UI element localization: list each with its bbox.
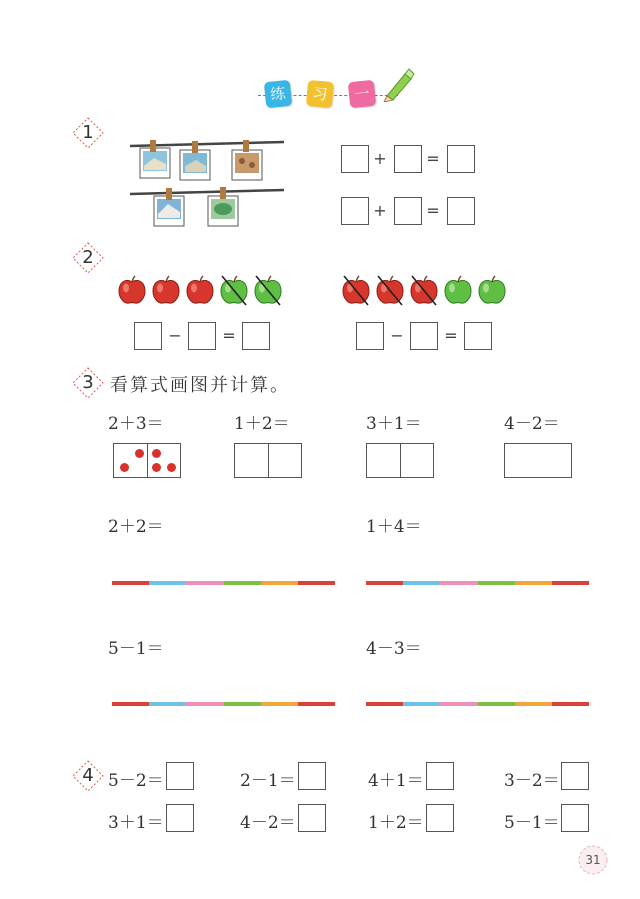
crossed-apple-icon [374,274,406,306]
apple-icon [476,274,508,306]
drawing-baseline [112,581,335,585]
answer-box[interactable] [166,804,194,832]
equals-sign: = [444,326,458,345]
expression: 4－2＝ [504,414,560,434]
photos-on-strings-illustration [128,136,288,236]
equals-sign: = [426,201,440,220]
dot [152,463,161,472]
section-number-1: 1 [72,117,104,149]
expression: 1＋2＝ [368,813,424,833]
answer-box[interactable] [447,145,475,173]
answer-box[interactable] [447,197,475,225]
answer-box[interactable] [410,322,438,350]
dot [135,449,144,458]
apple-icon [442,274,474,306]
expression: 4－2＝ [240,813,296,833]
apple-icon [150,274,182,306]
expression: 2－1＝ [240,771,296,791]
expression: 5－1＝ [108,639,164,659]
section-3-instruction: 看算式画图并计算。 [110,375,290,396]
plus-sign: + [373,201,387,220]
answer-box[interactable] [394,197,422,225]
pencil-icon [381,66,415,102]
answer-box[interactable] [426,804,454,832]
apple-icon [184,274,216,306]
drawing-baseline [366,581,589,585]
title-char-3: 一 [348,80,377,109]
drawing-frame[interactable] [504,443,572,478]
expression: 2＋3＝ [108,414,164,434]
section-number-2: 2 [72,242,104,274]
minus-sign: − [168,326,182,345]
apple-icon [116,274,148,306]
equals-sign: = [222,326,236,345]
answer-box[interactable] [298,804,326,832]
expression: 1＋2＝ [234,414,290,434]
answer-box[interactable] [561,804,589,832]
dot [120,463,129,472]
drawing-baseline [366,702,589,706]
answer-box[interactable] [134,322,162,350]
expression: 4＋1＝ [368,771,424,791]
page-number: 31 [576,843,610,877]
expression: 3＋1＝ [108,813,164,833]
equals-sign: = [426,149,440,168]
expression: 1＋4＝ [366,517,422,537]
crossed-apple-icon [218,274,250,306]
answer-box[interactable] [188,322,216,350]
answer-box[interactable] [464,322,492,350]
expression: 4－3＝ [366,639,422,659]
answer-box[interactable] [426,762,454,790]
answer-box[interactable] [561,762,589,790]
answer-box[interactable] [356,322,384,350]
minus-sign: − [390,326,404,345]
answer-box[interactable] [166,762,194,790]
drawing-frame[interactable] [234,443,302,478]
drawing-baseline [112,702,335,706]
dot [167,463,176,472]
crossed-apple-icon [340,274,372,306]
expression: 3＋1＝ [366,414,422,434]
plus-sign: + [373,149,387,168]
expression: 2＋2＝ [108,517,164,537]
dot [152,449,161,458]
section-number-3: 3 [72,367,104,399]
drawing-frame[interactable] [366,443,434,478]
expression: 5－1＝ [504,813,560,833]
title-char-1: 练 [264,80,293,109]
answer-box[interactable] [394,145,422,173]
answer-box[interactable] [242,322,270,350]
section-number-4: 4 [72,760,104,792]
title-char-2: 习 [306,80,334,108]
dot-frame [113,443,181,478]
answer-box[interactable] [341,145,369,173]
answer-box[interactable] [298,762,326,790]
crossed-apple-icon [252,274,284,306]
expression: 5－2＝ [108,771,164,791]
crossed-apple-icon [408,274,440,306]
expression: 3－2＝ [504,771,560,791]
answer-box[interactable] [341,197,369,225]
